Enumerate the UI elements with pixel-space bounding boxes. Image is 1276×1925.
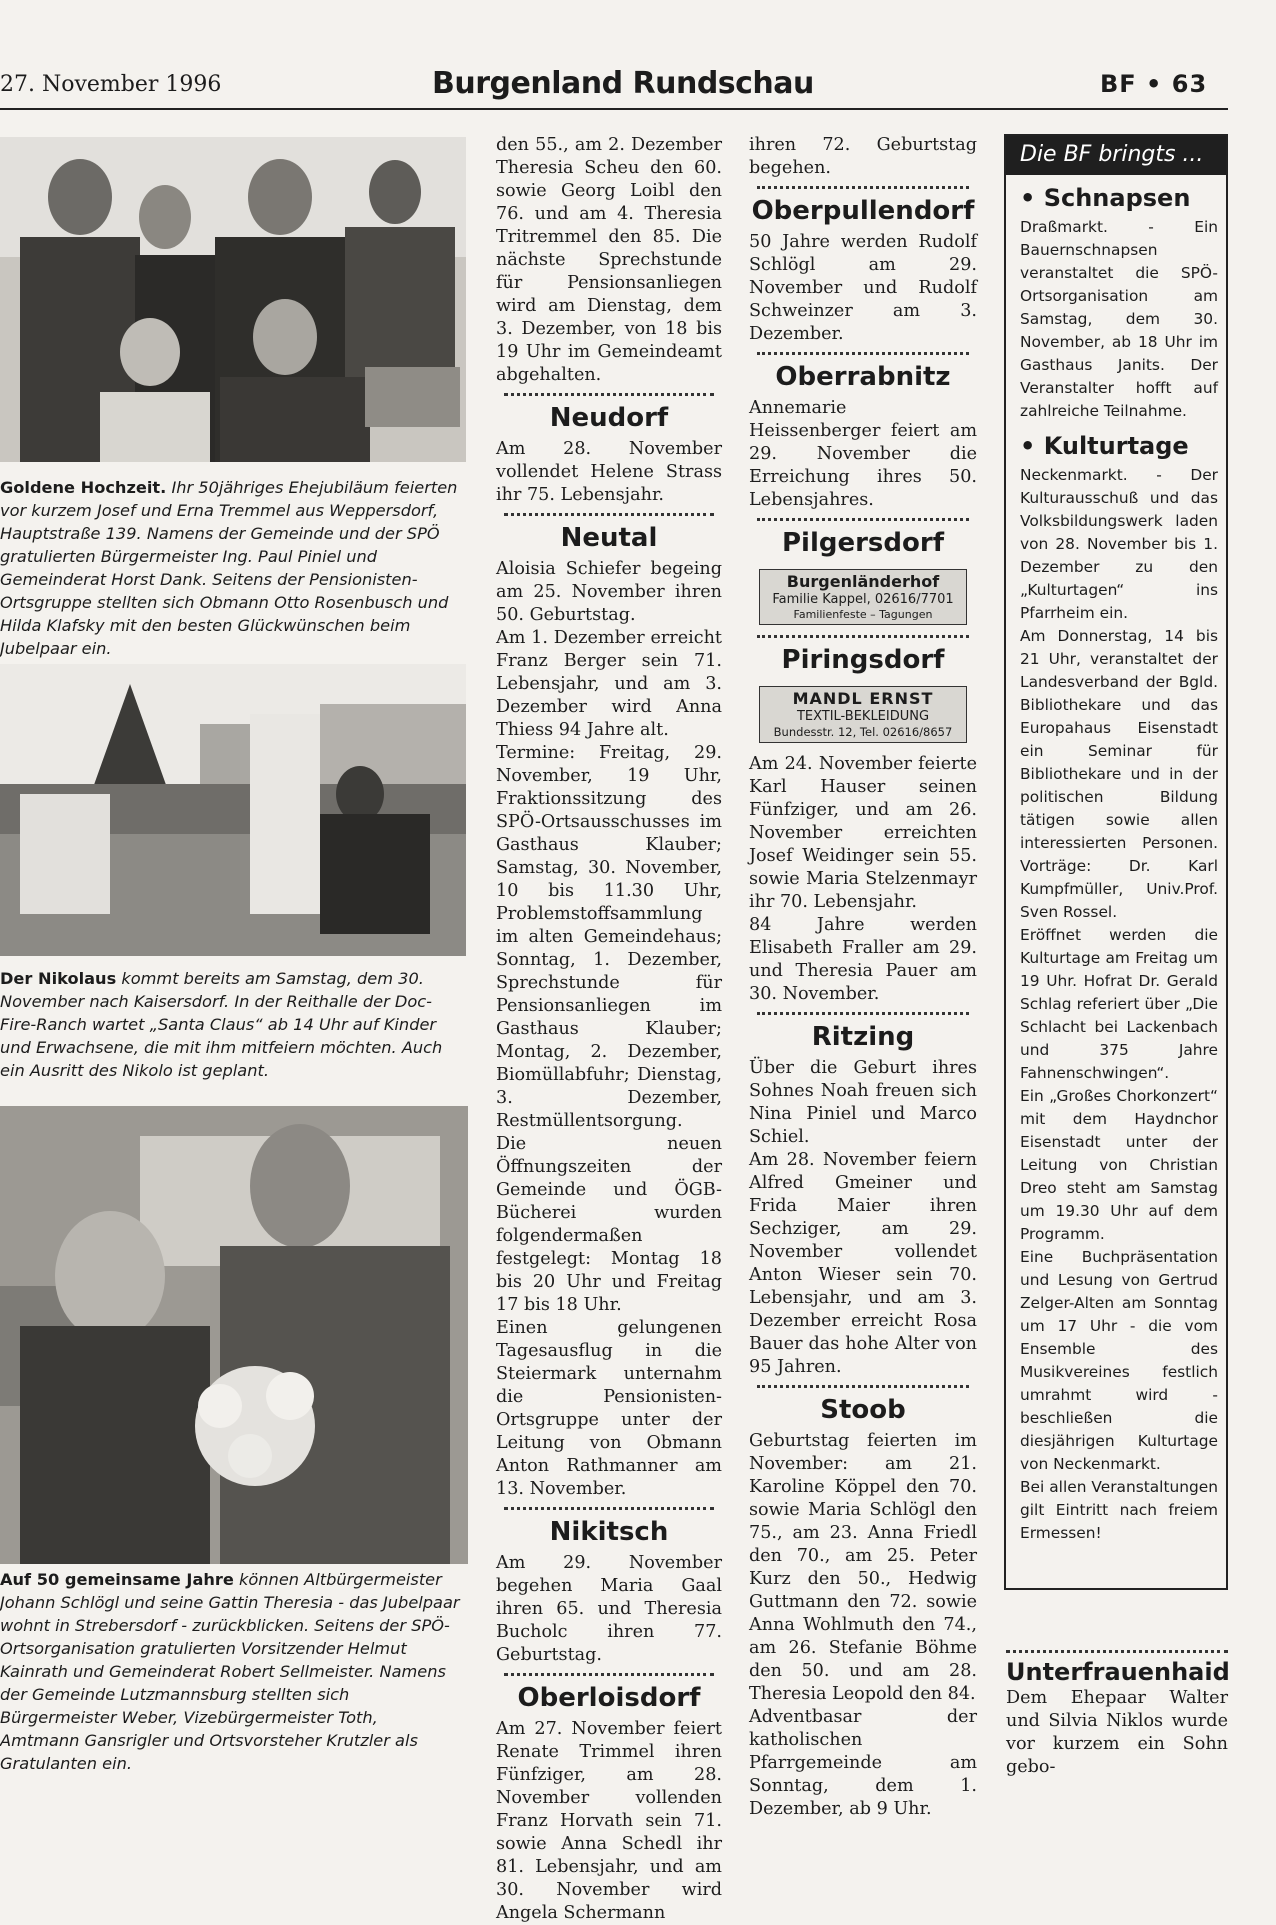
photo-golden-wedding bbox=[0, 137, 466, 462]
ad-burgenlaenderhof bbox=[759, 569, 967, 625]
schnapsen-text: Draßmarkt. - Ein Bauernschnapsen veranstaltet die SPÖ-Ortsorganisation am Samstag, dem 30. November, ab 18 Uhr im Gasthaus Janits. Der Veranstalter hofft auf zahlreiche Teilnahme. bbox=[1020, 218, 1218, 420]
divider bbox=[504, 1507, 714, 1510]
kulturtage-p2: Am Donnerstag, 14 bis 21 Uhr, veranstaltet der Landesverband der Bgld. Bibliothekare und das Europahaus Eisenstadt ein Seminar für Bibliothekare und in der politischen Bildung tätigen sowie allen interessierten Personen. Vorträge: Dr. Karl Kumpfmüller, Univ.Prof. Sven Rossel. bbox=[1020, 627, 1218, 921]
caption-text: können Altbürgermeister Johann Schlögl und seine Gattin Theresia - das Jubelpaar wohnt in Strebersdorf - zurückblicken. Seitens der SPÖ-Ortsorganisation gratulierten Vorsitzender Helmut Kainrath und Gemeinderat Robert Sellmeister. Namens der Gemeinde Lutzmannsburg stellten sich Bürgermeister Weber, Vizebürgermeister Toth, Amtmann Gansrigler und Ortsvorsteher Krutzler als Gratulanten ein. bbox=[0, 1570, 460, 1773]
ad-line: Familienfeste – Tagungen bbox=[793, 608, 933, 621]
divider bbox=[757, 352, 969, 355]
divider bbox=[504, 1673, 714, 1676]
heading-ritzing: Ritzing bbox=[811, 1022, 915, 1052]
divider bbox=[504, 513, 714, 516]
caption-lead: Der Nikolaus bbox=[0, 969, 117, 988]
ad-line: TEXTIL-BEKLEIDUNG bbox=[796, 709, 930, 724]
divider bbox=[757, 1385, 969, 1388]
neutal-p2: Am 1. Dezember erreicht Franz Berger sein 71. Lebensjahr, und am 3. Dezember wird Anna Thiess 94 Jahre alt. bbox=[496, 628, 722, 740]
divider bbox=[757, 1012, 969, 1015]
col3-intro: ihren 72. Geburtstag begehen. bbox=[749, 135, 977, 178]
ritzing-p1: Über die Geburt ihres Sohnes Noah freuen sich Nina Piniel und Marco Schiel. bbox=[749, 1058, 977, 1147]
oberloisdorf-text: Am 27. November feiert Renate Trimmel ihren Fünfziger, am 28. November vollenden Franz Horvath sein 71. sowie Anna Schedl ihr 81. Lebensjahr, und am 30. November wird Angela Schermann bbox=[496, 1719, 722, 1923]
column-3 bbox=[749, 134, 977, 1821]
neutal-p3: Termine: Freitag, 29. November, 19 Uhr, Fraktionssitzung des SPÖ-Ortsausschusses im Gasthaus Klauber; Samstag, 30. November, 10 bis 11.30 Uhr, Problemstoffsammlung im alten Gemeindehaus; Sonntag, 1. Dezember, Sprechstunde für Pensionsanliegen im Gasthaus Klauber; Montag, 2. Dezember, Biomüllabfuhr; Dienstag, 3. Dezember, Restmüllentsorgung. bbox=[496, 743, 722, 1131]
caption-anniversary bbox=[0, 1568, 462, 1775]
kulturtage-p5: Eine Buchpräsentation und Lesung von Gertrud Zelger-Alten am Sonntag um 17 Uhr - die vom Ensemble des Musikvereines festlich umrahmt wird - beschließen die diesjährigen Kulturtage von Neckenmarkt. bbox=[1020, 1248, 1218, 1473]
kulturtage-p3: Eröffnet werden die Kulturtage am Freitag um 19 Uhr. Hofrat Dr. Gerald Schlag referiert über „Die Schlacht bei Lackenbach und 375 Jahre Fahnenschwingen“. bbox=[1020, 926, 1218, 1082]
newspaper-title: Burgenland Rundschau bbox=[432, 66, 814, 101]
ritzing-p2: Am 28. November feiern Alfred Gmeiner und Frida Maier ihren Sechziger, am 29. November vollendet Anton Wieser sein 70. Lebensjahr, und am 3. Dezember erreicht Rosa Bauer das hohe Alter von 95 Jahren. bbox=[749, 1150, 977, 1377]
divider bbox=[504, 393, 714, 396]
kulturtage-p1: Neckenmarkt. - Der Kulturausschuß und das Volksbildungswerk laden von 28. November bis 1. Dezember zu den „Kulturtagen“ ins Pfarrheim ein. bbox=[1020, 466, 1218, 622]
heading-schnapsen: • Schnapsen bbox=[1020, 184, 1191, 212]
heading-neutal: Neutal bbox=[560, 523, 658, 553]
ad-name: Burgenländerhof bbox=[786, 572, 940, 591]
caption-text: Ihr 50jähriges Ehejubiläum feierten vor kurzem Josef und Erna Tremmel aus Weppersdorf, Hauptstraße 139. Namens der Gemeinde und der SPÖ gratulierten Bürgermeister Ing. Paul Piniel und Gemeinderat Horst Dank. Seitens der Pensionisten-Ortsgruppe stellten sich Obmann Otto Rosenbusch und Hilda Klafsky mit den besten Glückwünschen beim Jubelpaar ein. bbox=[0, 478, 458, 658]
heading-oberrabnitz: Oberrabnitz bbox=[775, 362, 951, 392]
divider bbox=[757, 186, 969, 189]
ad-mandl-ernst bbox=[759, 686, 967, 743]
caption-lead: Goldene Hochzeit. bbox=[0, 478, 167, 497]
unterfrauenhaid-text: Dem Ehepaar Walter und Silvia Niklos wurde vor kurzem ein Sohn gebo- bbox=[1006, 1688, 1228, 1777]
heading-oberpullendorf: Oberpullendorf bbox=[751, 196, 975, 226]
neutal-p4: Die neuen Öffnungszeiten der Gemeinde und ÖGB-Bücherei wurden folgendermaßen festgelegt: Montag 18 bis 20 Uhr und Freitag 17 bis 18 Uhr. bbox=[496, 1134, 722, 1315]
divider bbox=[757, 518, 969, 521]
caption-golden-wedding bbox=[0, 476, 462, 660]
heading-pilgersdorf: Pilgersdorf bbox=[781, 528, 945, 558]
neutal-p1: Aloisia Schiefer begeing am 25. November ihren 50. Geburtstag. bbox=[496, 559, 722, 625]
col2-intro: den 55., am 2. Dezember Theresia Scheu den 60. sowie Georg Loibl den 76. und am 4. Theresia Tritremmel den 85. Die nächste Sprechstunde für Pensionsanliegen wird am Dienstag, dem 3. Dezember, von 18 bis 19 Uhr im Gemeindeamt abgehalten. bbox=[496, 135, 722, 385]
sidebar-header: Die BF bringts ... bbox=[1006, 136, 1226, 175]
stoob-p2: Adventbasar der katholischen Pfarrgemeinde am Sonntag, dem 1. Dezember, ab 9 Uhr. bbox=[749, 1707, 977, 1819]
page-number: BF • 63 bbox=[1100, 70, 1208, 98]
heading-nikitsch: Nikitsch bbox=[549, 1517, 669, 1547]
caption-lead: Auf 50 gemeinsame Jahre bbox=[0, 1570, 234, 1589]
stoob-p1: Geburtstag feierten im November: am 21. Karoline Köppel den 70. sowie Maria Schlögl den 75., am 23. Anna Friedl den 70., am 25. Peter Kurz den 50., Hedwig Guttmann den 72. sowie Anna Wohlmuth den 74., am 26. Stefanie Böhme den 50. und am 28. Theresia Leopold den 84. bbox=[749, 1431, 977, 1704]
oberpullendorf-text: 50 Jahre werden Rudolf Schlögl am 29. November und Rudolf Schweinzer am 3. Dezember. bbox=[749, 232, 977, 344]
piringsdorf-p2: 84 Jahre werden Elisabeth Fraller am 29. und Theresia Pauer am 30. November. bbox=[749, 915, 977, 1004]
neutal-p5: Einen gelungenen Tagesausflug in die Steiermark unternahm die Pensionisten-Ortsgruppe unter der Leitung von Obmann Anton Rathmanner am 13. November. bbox=[496, 1318, 722, 1499]
photo-anniversary-couple bbox=[0, 1106, 468, 1564]
heading-unterfrauenhaid: Unterfrauenhaid bbox=[1006, 1658, 1230, 1686]
heading-oberloisdorf: Oberloisdorf bbox=[517, 1683, 701, 1713]
issue-date: 27. November 1996 bbox=[0, 72, 222, 97]
caption-text: kommt bereits am Samstag, dem 30. November nach Kaisersdorf. In der Reithalle der Doc-Fire-Ranch wartet „Santa Claus“ ab 14 Uhr auf Kinder und Erwachsene, die mit ihm mitfeiern möchten. Auch ein Ausritt des Nikolo ist geplant. bbox=[0, 969, 443, 1080]
divider bbox=[1006, 1650, 1228, 1653]
kulturtage-p6: Bei allen Veranstaltungen gilt Eintritt nach freiem Ermessen! bbox=[1020, 1478, 1218, 1542]
header-rule bbox=[0, 108, 1228, 110]
ad-line: Familie Kappel, 02616/7701 bbox=[772, 592, 954, 607]
nikitsch-text: Am 29. November begehen Maria Gaal ihren 65. und Theresia Bucholc ihren 77. Geburtstag. bbox=[496, 1553, 722, 1665]
sidebar-body bbox=[1006, 184, 1226, 1545]
heading-neudorf: Neudorf bbox=[549, 403, 669, 433]
piringsdorf-p1: Am 24. November feierte Karl Hauser seinen Fünfziger, und am 26. November erreichten Josef Weidinger sein 55. sowie Maria Stelzenmayr ihr 70. Lebensjahr. bbox=[749, 754, 977, 912]
sidebar-box bbox=[1004, 134, 1228, 1590]
caption-nikolaus bbox=[0, 967, 462, 1082]
ad-name: MANDL ERNST bbox=[792, 689, 934, 708]
heading-kulturtage: • Kulturtage bbox=[1020, 432, 1189, 460]
kulturtage-p4: Ein „Großes Chorkonzert“ mit dem Haydnchor Eisenstadt unter der Leitung von Christian Dreo steht am Samstag um 19.30 Uhr auf dem Programm. bbox=[1020, 1087, 1218, 1243]
column-4-bottom bbox=[1006, 1650, 1228, 1779]
heading-stoob: Stoob bbox=[820, 1395, 906, 1425]
heading-piringsdorf: Piringsdorf bbox=[781, 645, 945, 675]
column-2 bbox=[496, 134, 722, 1925]
divider bbox=[757, 635, 969, 638]
photo-nikolaus bbox=[0, 664, 466, 956]
oberrabnitz-text: Annemarie Heissenberger feiert am 29. November die Erreichung ihres 50. Lebensjahres. bbox=[749, 398, 977, 510]
neudorf-text: Am 28. November vollendet Helene Strass ihr 75. Lebensjahr. bbox=[496, 439, 722, 505]
ad-line: Bundesstr. 12, Tel. 02616/8657 bbox=[773, 725, 953, 739]
